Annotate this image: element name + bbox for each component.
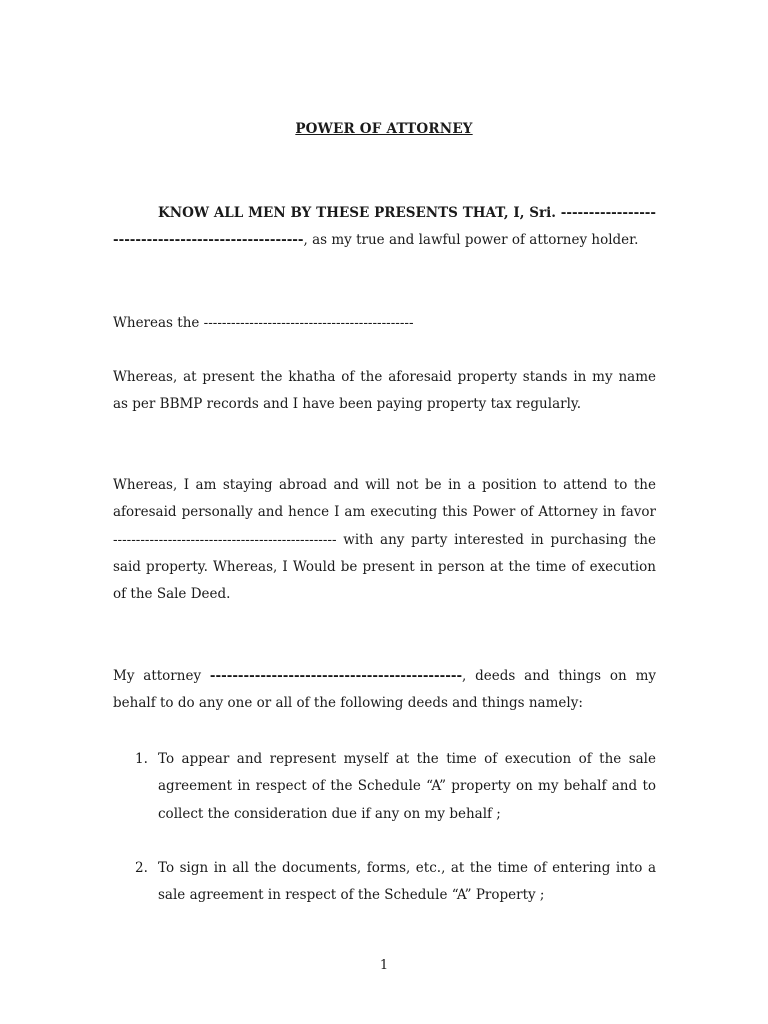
list-item-text: To sign in all the documents, forms, etc., at the time of entering into a sale agreement in respect of the Schedule “A” Property ; bbox=[158, 860, 656, 904]
know-all-men-text: , as my true and lawful power of attorney holder. bbox=[303, 232, 639, 249]
document-title: POWER OF ATTORNEY bbox=[295, 121, 473, 137]
paragraph-whereas-the: Whereas the ---------------------------------------------- bbox=[113, 315, 414, 331]
paragraph-staying-abroad: Whereas, I am staying abroad and will not be in a position to attend to the aforesaid personally and hence I am executing this Power of Attorney in favor ------------------------------------------------- with any party interested in purchasing the said property. Whereas, I Would be present in person at the time of execution of the Sale Deed. bbox=[113, 477, 656, 603]
numbered-list bbox=[113, 746, 656, 828]
attorney-rest-text: , deeds and things on my behalf to do any one or all of the following deeds and things namely: bbox=[113, 668, 657, 712]
page-number: 1 bbox=[379, 958, 389, 973]
numbered-list bbox=[113, 855, 656, 910]
paragraph-khatha: Whereas, at present the khatha of the aforesaid property stands in my name as per BBMP records and I have been paying property tax regularly. bbox=[113, 369, 656, 413]
paragraph-my-attorney bbox=[113, 663, 656, 718]
paragraph-know-all-men bbox=[113, 200, 656, 255]
list-item bbox=[113, 746, 656, 828]
know-all-men-heading: KNOW ALL MEN BY THESE PRESENTS THAT, I, Sri. --------------------------------------------------- bbox=[113, 205, 656, 249]
list-item-text: To appear and represent myself at the time of execution of the sale agreement in respect of the Schedule “A” property on my behalf and to collect the consideration due if any on my behalf ; bbox=[158, 751, 656, 822]
attorney-name-blank: --------------------------------------------- bbox=[209, 668, 463, 684]
list-item bbox=[113, 855, 656, 910]
list-item-number: 2. bbox=[135, 860, 148, 876]
list-item-number: 1. bbox=[135, 751, 148, 767]
attorney-lead-text: My attorney bbox=[113, 668, 210, 684]
